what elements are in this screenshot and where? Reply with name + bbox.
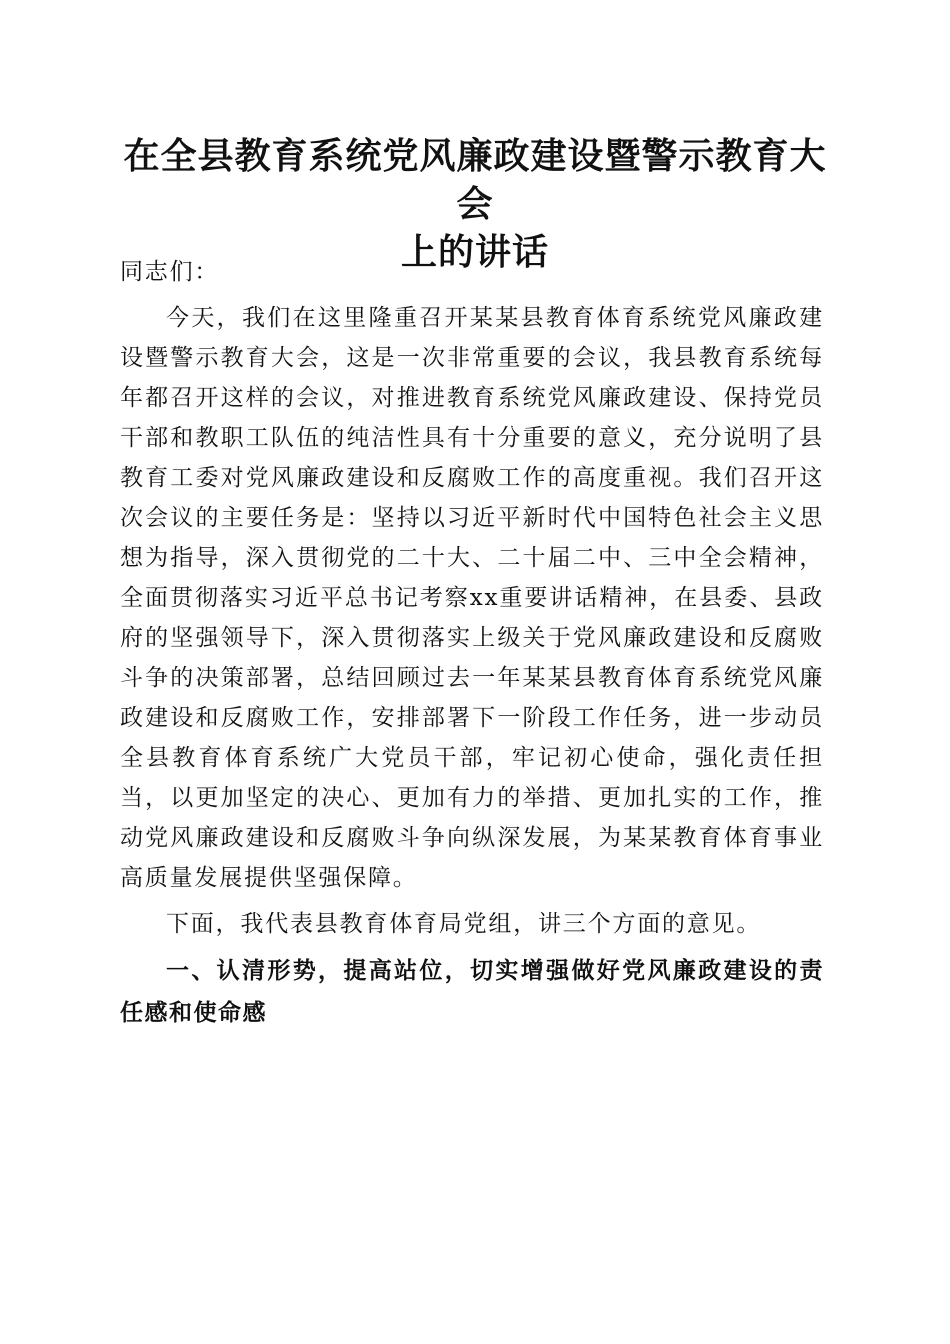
- title-line-2: 上的讲话: [400, 231, 549, 273]
- body-paragraph-1: 今天，我们在这里隆重召开某某县教育体育系统党风廉政建设暨警示教育大会，这是一次非常重要的会议，我县教育系统每年都召开这样的会议，对推进教育系统党风廉政建设、保持党员干部和教职工队伍的纯洁性具有十分重要的意义，充分说明了县教育工委对党风廉政建设和反腐败工作的高度重视。我们召开这次会议的主要任务是：坚持以习近平新时代中国特色社会主义思想为指导，深入贯彻党的二十大、二十届二中、三中全会精神，全面贯彻落实习近平总书记考察xx重要讲话精神，在县委、县政府的坚强领导下，深入贯彻落实上级关于党风廉政建设和反腐败斗争的决策部署，总结回顾过去一年某某县教育体育系统党风廉政建设和反腐败工作，安排部署下一阶段工作任务，进一步动员全县教育体育系统广大党员干部，牢记初心使命，强化责任担当，以更加坚定的决心、更加有力的举措、更加扎实的工作，推动党风廉政建设和反腐败斗争向纵深发展，为某某教育体育事业高质量发展提供坚强保障。: [120, 305, 824, 891]
- title-line-1: 在全县教育系统党风廉政建设暨警示教育大会: [123, 135, 827, 225]
- document-body: [120, 252, 824, 1040]
- salutation: 同志们：: [120, 259, 220, 285]
- section-heading-1: 一、认清形势，提高站位，切实增强做好党风廉政建设的责任感和使命感: [120, 958, 824, 1026]
- body-paragraph-2: 下面，我代表县教育体育局党组，讲三个方面的意见。: [166, 911, 762, 937]
